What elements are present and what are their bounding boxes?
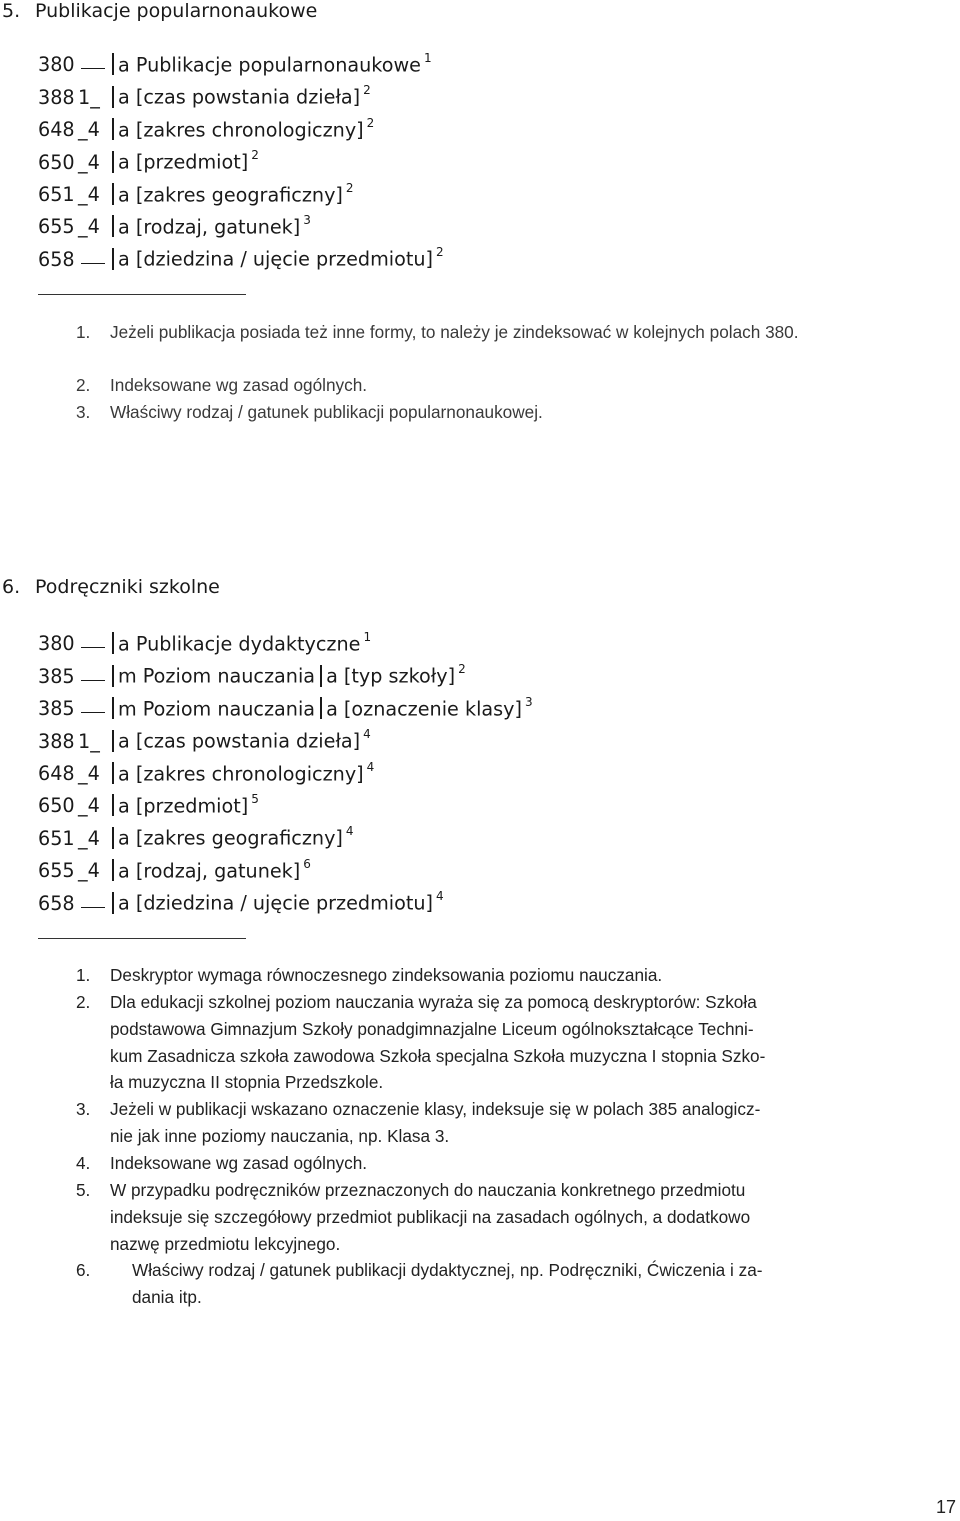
- subfield-separator: [112, 665, 114, 687]
- subfield-text: a [dziedzina / ujęcie przedmiotu]: [118, 891, 434, 915]
- subfield-separator: [320, 697, 322, 719]
- subfield-text: a Publikacje popularnonaukowe: [118, 53, 421, 77]
- section-5-heading: [2, 0, 317, 22]
- field-tag: 380: [38, 53, 75, 77]
- subfield-separator: [112, 859, 114, 881]
- field-tag: 648: [38, 118, 75, 142]
- subfield-separator: [112, 892, 114, 914]
- subfield-text: a [przedmiot]: [118, 794, 249, 818]
- field-indicators: _4: [78, 215, 100, 239]
- marc-field-row: [38, 145, 259, 174]
- footnote-reference: 2: [458, 662, 466, 677]
- subfield-text: a [typ szkoły]: [326, 664, 456, 688]
- field-indicators: 1_: [78, 85, 100, 109]
- field-tag: 388: [38, 729, 75, 753]
- subfield-separator: [112, 86, 114, 108]
- marc-field-row: [38, 757, 374, 786]
- footnote-reference: 2: [366, 115, 375, 130]
- field-tag: 385: [38, 697, 75, 721]
- subfield-separator: [112, 697, 114, 719]
- subfield-separator: [112, 183, 114, 205]
- subfield-separator: [112, 248, 114, 270]
- footnote-reference: 5: [251, 792, 259, 806]
- marc-field-row: [38, 854, 311, 883]
- footnote-text: Jeżeli publikacja posiada też inne formy, to należy je zindeksować w kolejnych polach 380.: [110, 322, 799, 342]
- footnote-reference: 1: [423, 51, 432, 65]
- footnote-number: 1.: [76, 322, 91, 342]
- footnote-divider: [38, 294, 246, 295]
- footnote-divider: [38, 938, 246, 939]
- marc-field-row: [38, 627, 371, 656]
- footnote-reference: 2: [436, 245, 444, 260]
- footnote-text-line: Deskryptor wymaga równoczesnego zindeksowania poziomu nauczania.: [110, 965, 663, 985]
- footnote-item: [76, 1150, 916, 1177]
- footnote-item: [76, 372, 886, 399]
- footnote-reference: 4: [345, 824, 354, 839]
- marc-field-row: [38, 178, 354, 207]
- footnote-reference: 2: [345, 180, 354, 195]
- footnote-text-line: ła muzyczna II stopnia Przedszkole.: [110, 1072, 384, 1093]
- subfield-separator: [112, 730, 114, 752]
- footnote-text-line: indeksuje się szczegółowy przedmiot publikacji na zasadach ogólnych, a dodatkowo: [110, 1206, 751, 1227]
- footnote-reference: 3: [525, 694, 533, 709]
- footnote-number: 3.: [76, 402, 91, 422]
- footnote-item: [76, 989, 916, 1096]
- field-tag: 658: [38, 891, 75, 915]
- footnote-reference: 3: [303, 213, 311, 227]
- footnote-text-line: dania itp.: [132, 1286, 202, 1307]
- footnote-text: Właściwy rodzaj / gatunek publikacji popularnonaukowej.: [110, 402, 543, 422]
- footnote-number: 6.: [76, 1260, 91, 1280]
- marc-field-row: [38, 724, 371, 753]
- field-indicators: _4: [78, 118, 100, 142]
- subfield-text: m Poziom nauczania: [118, 697, 316, 721]
- footnote-reference: 1: [363, 630, 372, 644]
- marc-field-row: [38, 789, 259, 818]
- subfield-separator: [112, 118, 114, 140]
- footnote-reference: 4: [436, 889, 444, 904]
- subfield-text: a [przedmiot]: [118, 150, 249, 174]
- footnote-number: 2.: [76, 375, 91, 395]
- marc-field-row: [38, 659, 466, 688]
- section-5-title: Publikacje popularnonaukowe: [35, 0, 318, 22]
- footnote-item: [76, 319, 886, 346]
- field-tag: 380: [38, 632, 75, 656]
- field-tag: 655: [38, 215, 75, 239]
- footnote-item: [76, 1257, 916, 1311]
- subfield-text: a [czas powstania dzieła]: [118, 85, 361, 109]
- subfield-text: m Poziom nauczania: [118, 664, 316, 688]
- footnote-text-line: nie jak inne poziomy nauczania, np. Klasa 3.: [110, 1125, 450, 1146]
- field-tag: 658: [38, 247, 75, 271]
- subfield-text: a [dziedzina / ujęcie przedmiotu]: [118, 247, 434, 271]
- footnote-item: [76, 962, 916, 989]
- footnote-item: [76, 1096, 916, 1150]
- footnote-text: Indeksowane wg zasad ogólnych.: [110, 375, 368, 395]
- marc-field-row: [38, 48, 432, 77]
- footnote-reference: 2: [363, 83, 371, 98]
- subfield-separator: [112, 762, 114, 784]
- footnote-reference: 2: [251, 148, 259, 163]
- footnote-text-line: kum Zasadnicza szkoła zawodowa Szkoła specjalna Szkoła muzyczna I stopnia Szko-: [110, 1045, 766, 1066]
- footnote-reference: 4: [363, 727, 371, 742]
- subfield-text: a [zakres chronologiczny]: [118, 761, 364, 785]
- footnote-text-line: podstawowa Gimnazjum Szkoły ponadgimnazjalne Liceum ogólnokształcące Techni-: [110, 1018, 754, 1039]
- footnote-text-line: Właściwy rodzaj / gatunek publikacji dydaktycznej, np. Podręczniki, Ćwiczenia i za-: [132, 1260, 763, 1280]
- marc-field-row: [38, 113, 374, 142]
- subfield-text: a [rodzaj, gatunek]: [118, 215, 301, 239]
- subfield-text: a [czas powstania dzieła]: [118, 729, 361, 753]
- field-indicators: _4: [78, 761, 100, 785]
- subfield-text: a [zakres geograficzny]: [118, 826, 343, 850]
- footnote-reference: 6: [303, 856, 311, 871]
- footnote-item: [76, 399, 886, 426]
- field-tag: 655: [38, 859, 75, 883]
- subfield-text: a [oznaczenie klasy]: [326, 697, 522, 721]
- footnote-reference: 4: [366, 759, 375, 774]
- footnote-text-line: W przypadku podręczników przeznaczonych do nauczania konkretnego przedmiotu: [110, 1180, 746, 1200]
- section-6-number: 6.: [2, 576, 21, 598]
- field-tag: 648: [38, 761, 75, 785]
- field-indicators: _4: [78, 794, 100, 818]
- section-6-title: Podręczniki szkolne: [35, 576, 220, 598]
- marc-field-row: [38, 886, 444, 915]
- footnote-text-line: Dla edukacji szkolnej poziom nauczania wyraża się za pomocą deskryptorów: Szkoła: [110, 992, 757, 1012]
- field-indicators: _4: [78, 859, 100, 883]
- field-tag: 651: [38, 182, 75, 206]
- section-6-heading: [2, 576, 220, 598]
- marc-field-row: [38, 242, 444, 271]
- footnote-number: 2.: [76, 992, 91, 1012]
- marc-field-row: [38, 80, 371, 109]
- field-indicators: _4: [78, 182, 100, 206]
- field-indicators: _4: [78, 150, 100, 174]
- subfield-text: a [zakres geograficzny]: [118, 182, 343, 206]
- page-number: 17: [935, 1497, 956, 1517]
- field-tag: 385: [38, 664, 75, 688]
- subfield-text: a Publikacje dydaktyczne: [118, 632, 361, 656]
- section-5-number: 5.: [2, 0, 21, 22]
- footnote-number: 4.: [76, 1153, 91, 1173]
- marc-field-row: [38, 210, 311, 239]
- field-tag: 650: [38, 794, 75, 818]
- subfield-separator: [112, 632, 114, 654]
- field-indicators: _4: [78, 826, 100, 850]
- subfield-separator: [112, 53, 114, 75]
- footnote-text-line: Indeksowane wg zasad ogólnych.: [110, 1153, 368, 1173]
- marc-field-row: [38, 692, 533, 721]
- marc-field-row: [38, 821, 354, 850]
- field-tag: 650: [38, 150, 75, 174]
- footnote-item: [76, 1177, 916, 1257]
- subfield-separator: [112, 151, 114, 173]
- footnote-number: 3.: [76, 1099, 91, 1119]
- footnote-text-line: Jeżeli w publikacji wskazano oznaczenie klasy, indeksuje się w polach 385 analogicz-: [110, 1099, 761, 1119]
- subfield-text: a [rodzaj, gatunek]: [118, 859, 301, 883]
- subfield-separator: [112, 215, 114, 237]
- footnote-number: 5.: [76, 1180, 91, 1200]
- subfield-separator: [112, 794, 114, 816]
- field-tag: 388: [38, 85, 75, 109]
- footnote-text-line: nazwę przedmiotu lekcyjnego.: [110, 1233, 341, 1254]
- subfield-separator: [320, 665, 322, 687]
- subfield-separator: [112, 827, 114, 849]
- subfield-text: a [zakres chronologiczny]: [118, 118, 364, 142]
- field-tag: 651: [38, 826, 75, 850]
- field-indicators: 1_: [78, 729, 100, 753]
- footnote-number: 1.: [76, 965, 91, 985]
